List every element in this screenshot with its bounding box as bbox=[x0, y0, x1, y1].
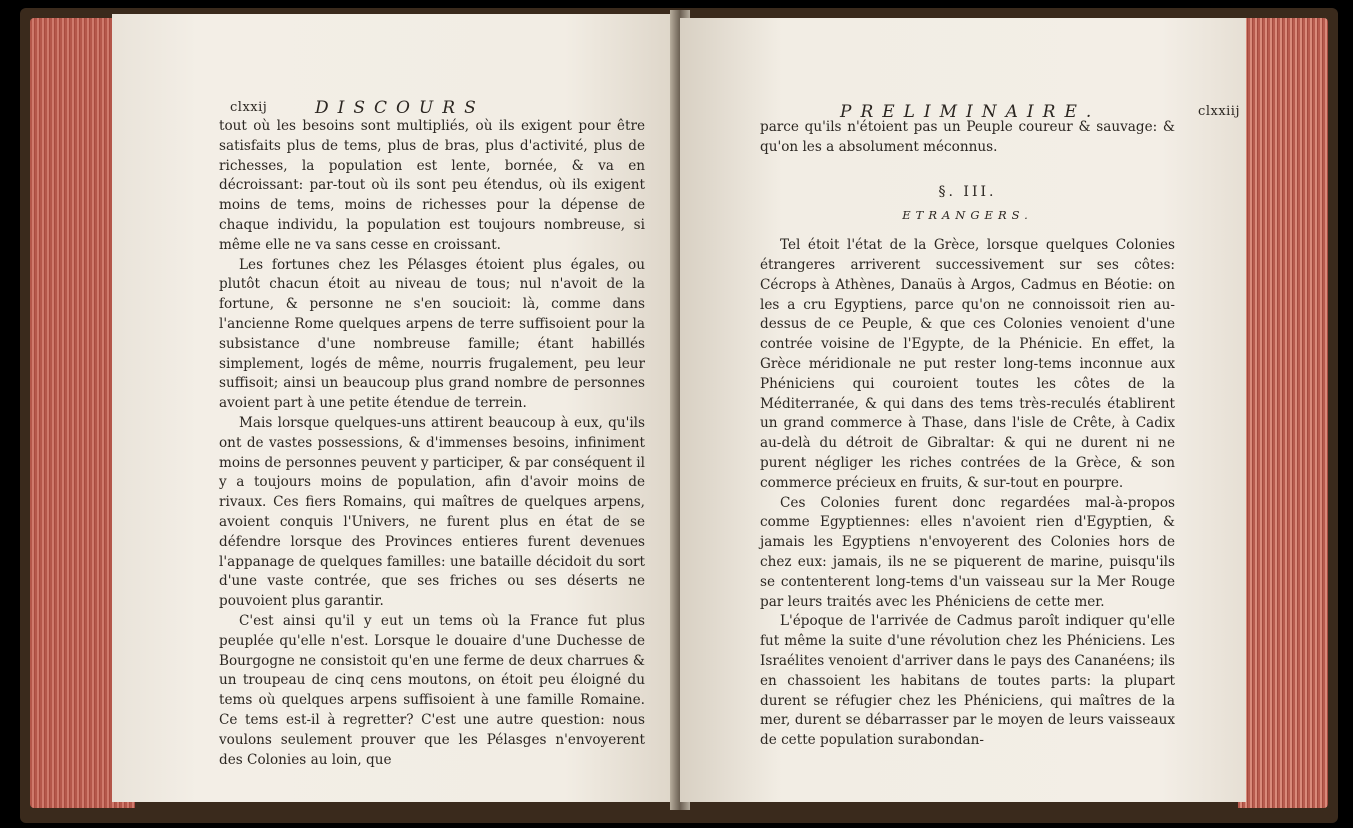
right-page-edges bbox=[1238, 18, 1328, 808]
left-paragraph-4: C'est ainsi qu'il y eut un tems où la France fut plus peuplée qu'elle n'est. Lorsque le douaire d'une Duchesse de Bourgogne ne consistoit qu'en une ferme de deux charrues & un troupeau de cinq cens moutons, on étoit peu éloigné du tems où quelques arpens suffisoient à une famille Romaine. Ce tems est-il à regretter? C'est une autre question: nous voulons seulement prouver que les Pélasges n'envoyerent des Colonies au loin, que bbox=[219, 612, 645, 768]
left-running-head: DISCOURS bbox=[315, 98, 485, 118]
left-paragraph-3: Mais lorsque quelques-uns attirent beaucoup à eux, qu'ils ont de vastes possessions, & d'immenses besoins, infiniment moins de personnes peuvent y participer, & par conséquent il y a toujours moins de population, afin d'avoir moins de rivaux. Ces fiers Romains, qui maîtres de quelques arpens, avoient conquis l'Univers, ne furent plus en état de se défendre lorsque des Provinces entieres furent devenues l'appanage de quelques familles: une bataille décidoit du sort d'une vaste contrée, que ses friches ou ses déserts ne pouvoient plus garantir. bbox=[219, 414, 645, 610]
left-paragraph-1: tout où les besoins sont multipliés, où ils exigent pour être satisfaits plus de tems, plus de bras, plus d'activité, plus de richesses, la population est lente, bornée, & va en décroissant: par-tout où ils sont peu étendus, où ils exigent moins de tems, moins de richesses pour la dépense de chaque individu, la population est toujours nombreuse, si même elle ne va sans cesse en croissant. bbox=[219, 118, 645, 253]
left-page bbox=[112, 14, 678, 802]
left-folio: clxxij bbox=[230, 100, 268, 115]
left-paragraph-2: Les fortunes chez les Pélasges étoient plus égales, ou plutôt chacun étoit au niveau de tous; nul n'avoit de la fortune, & personne ne s'en soucioit: là, comme dans l'ancienne Rome quelques arpens de terre suffisoient pour la subsistance d'une nombreuse famille; étant habillés simplement, logés de même, nourris frugalement, peu leur suffisoit; ainsi un beaucoup plus grand nombre de personnes avoient part à une petite étendue de terrein. bbox=[219, 256, 645, 412]
right-running-head: PRELIMINAIRE. bbox=[840, 102, 1101, 122]
right-page bbox=[680, 18, 1246, 802]
left-body-text bbox=[219, 117, 645, 770]
section-number: §. III. bbox=[938, 183, 997, 200]
right-paragraph-1: Tel étoit l'état de la Grèce, lorsque quelques Colonies étrangeres arriverent successivement sur ses côtes: Cécrops à Athènes, Danaüs à Argos, Cadmus en Béotie: on les a cru Egyptiens, parce qu'on ne connoissoit rien au-dessus de ce Peuple, & que ces Colonies venoient d'une contrée voisine de l'Egypte, de la Phénicie. En effet, la Grèce méridionale ne put rester long-tems inconnue aux Phéniciens qui couroient toutes les côtes de la Méditerranée, & qui dans des tems très-reculés établirent un grand commerce à Thase, dans l'isle de Crête, à Cadix au-delà du détroit de Gibraltar: & qui ne durent ni ne purent négliger les riches contrées de la Grèce, & son commerce précieux en fruits, & sur-tout en pourpre. bbox=[760, 237, 1175, 491]
right-folio: clxxiij bbox=[1198, 104, 1240, 119]
right-intro-paragraph: parce qu'ils n'étoient pas un Peuple coureur & sauvage: & qu'on les a absolument méconnus. bbox=[760, 119, 1175, 155]
right-paragraph-2: Ces Colonies furent donc regardées mal-à-propos comme Egyptiennes: elles n'avoient rien d'Egyptien, & jamais les Egyptiens n'envoyerent des Colonies hors de chez eux: jamais, ils ne se piquerent de marine, puisqu'ils se contenterent long-tems d'un vaisseau sur la Mer Rouge par leurs traités avec les Phéniciens de cette mer. bbox=[760, 494, 1175, 610]
left-header bbox=[230, 98, 640, 118]
section-title: ETRANGERS. bbox=[902, 208, 1033, 223]
right-body-text bbox=[760, 118, 1175, 751]
right-paragraph-3: L'époque de l'arrivée de Cadmus paroît indiquer qu'elle fut même la suite d'une révolution chez les Phéniciens. Les Israélites venoient d'arriver dans le pays des Cananéens; ils en chassoient les habitans de toutes parts: la plupart durent se réfugier chez les Phéniciens, qui maîtres de la mer, durent se débarrasser par le moyen de leurs vaisseaux de cette population surabondan- bbox=[760, 613, 1175, 749]
